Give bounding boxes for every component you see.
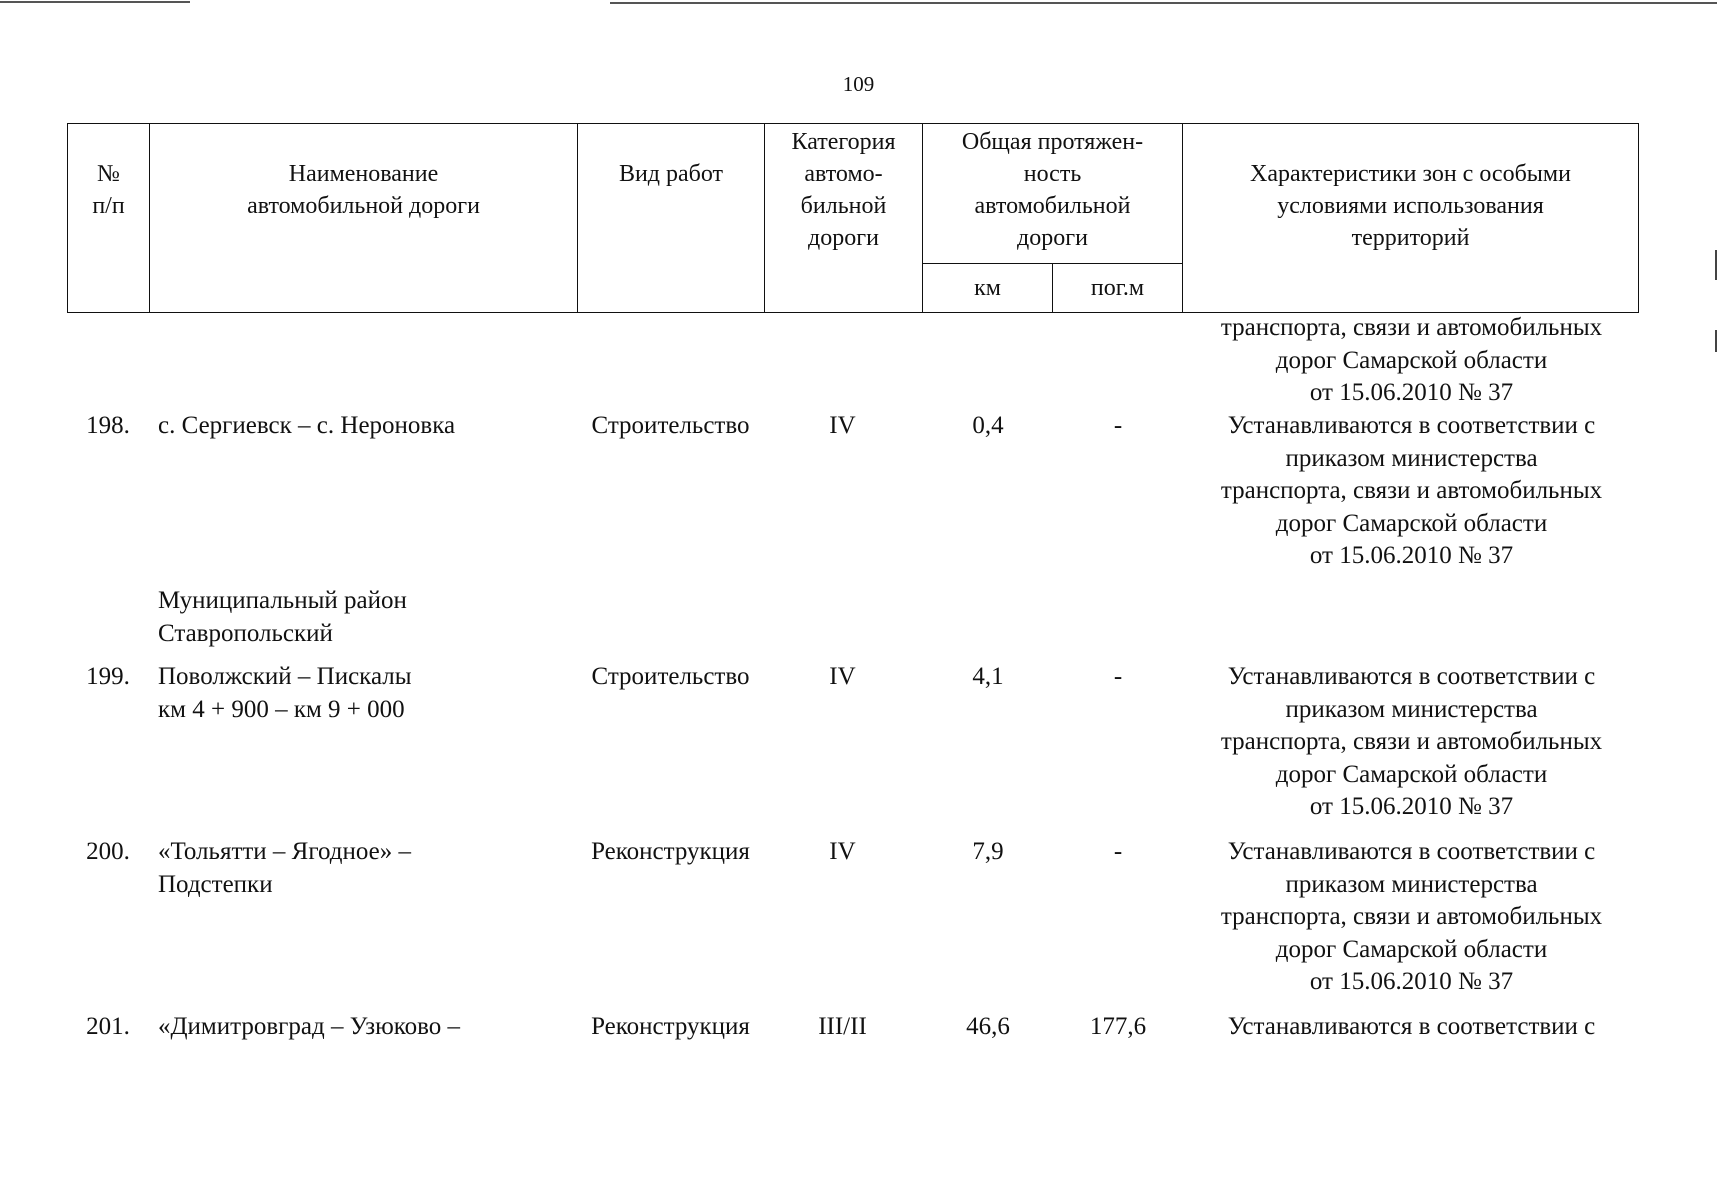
header-total-length: Общая протяжен- ность автомобильной дороги — [923, 124, 1183, 264]
header-num: № п/п — [68, 124, 150, 313]
table-row-continuation — [67, 312, 1638, 410]
table-body — [67, 312, 1638, 1051]
section-heading: Муниципальный район Ставропольский — [158, 587, 407, 647]
header-zones: Характеристики зон с особыми условиями использования территорий — [1183, 124, 1639, 313]
road-category: IV — [829, 663, 856, 690]
header-category: Категория автомо- бильной дороги — [765, 124, 923, 313]
zones-cell: Устанавливаются в соответствии с — [1227, 1013, 1596, 1040]
length-km: 46,6 — [966, 1013, 1010, 1040]
section-row — [67, 585, 1638, 661]
length-pogm: - — [1113, 838, 1123, 865]
road-category: III/II — [818, 1013, 867, 1040]
work-type: Реконструкция — [591, 838, 750, 865]
work-type: Строительство — [591, 663, 750, 690]
road-category: IV — [829, 838, 856, 865]
zones-cell: Устанавливаются в соответствии с приказом министерства транспорта, связи и автомобильных дорог Самарской области от 15.06.2010 № 37 — [1220, 663, 1603, 820]
work-type: Реконструкция — [591, 1013, 750, 1040]
header-km: км — [923, 264, 1053, 313]
header-work-type: Вид работ — [578, 124, 765, 313]
work-type: Строительство — [591, 412, 750, 439]
scan-artifact — [0, 1, 190, 3]
table-row — [67, 1011, 1638, 1051]
length-pogm: 177,6 — [1089, 1013, 1147, 1040]
header-pogm: пог.м — [1053, 264, 1183, 313]
scan-artifact — [610, 2, 1717, 4]
row-number: 201. — [86, 1013, 130, 1040]
row-number: 200. — [86, 838, 130, 865]
length-pogm: - — [1113, 412, 1123, 439]
road-name: «Димитровград – Узюково – — [158, 1013, 461, 1040]
length-pogm: - — [1113, 663, 1123, 690]
road-name: Поволжский – Пискалы км 4 + 900 – км 9 + 000 — [158, 663, 412, 723]
road-name: с. Сергиевск – с. Нероновка — [158, 412, 456, 439]
zones-cell: транспорта, связи и автомобильных дорог Самарской области от 15.06.2010 № 37 — [1220, 314, 1603, 406]
length-km: 0,4 — [972, 412, 1004, 439]
table-row — [67, 836, 1638, 1011]
table-row — [67, 410, 1638, 585]
page-number: 109 — [842, 72, 875, 96]
zones-cell: Устанавливаются в соответствии с приказом министерства транспорта, связи и автомобильных дорог Самарской области от 15.06.2010 № 37 — [1220, 838, 1603, 995]
row-number: 199. — [86, 663, 130, 690]
length-km: 7,9 — [972, 838, 1004, 865]
road-category: IV — [829, 412, 856, 439]
zones-cell: Устанавливаются в соответствии с приказом министерства транспорта, связи и автомобильных дорог Самарской области от 15.06.2010 № 37 — [1220, 412, 1603, 569]
header-road-name: Наименование автомобильной дороги — [150, 124, 578, 313]
table-row — [67, 661, 1638, 836]
road-name: «Тольятти – Ягодное» – Подстепки — [158, 838, 412, 898]
table-header — [67, 123, 1639, 313]
length-km: 4,1 — [972, 663, 1004, 690]
row-number: 198. — [86, 412, 130, 439]
